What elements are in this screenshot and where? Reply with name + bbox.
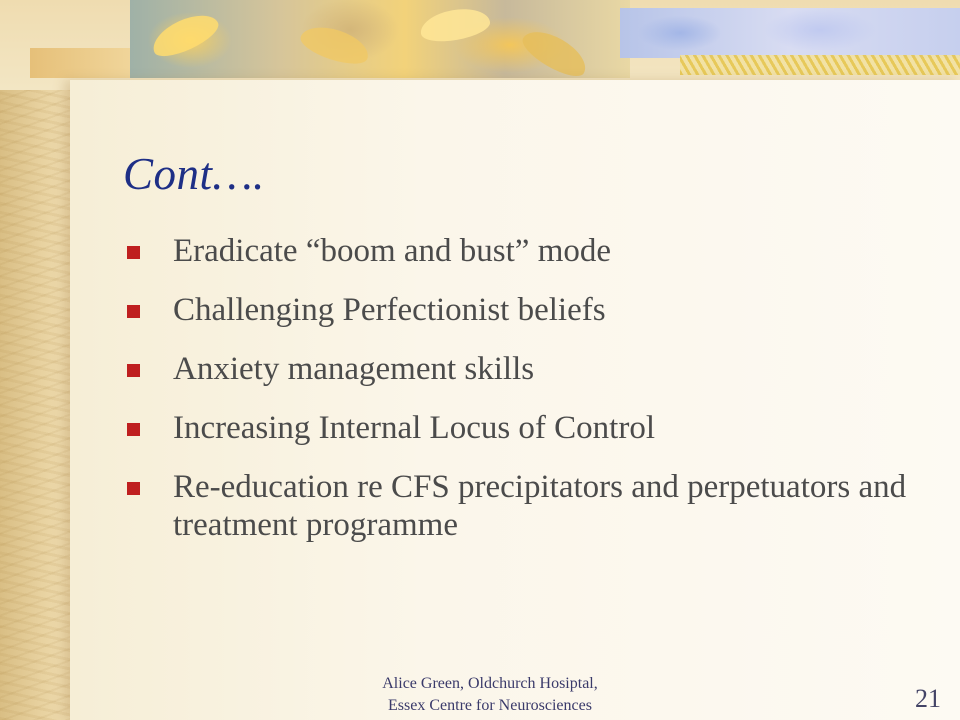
bullet-text: Re-education re CFS precipitators and perpetuators and treatment programme (173, 469, 907, 543)
bullet-item (123, 468, 923, 544)
bullet-square-icon (127, 482, 140, 495)
bullet-item (123, 409, 923, 447)
top-decorative-banner (0, 0, 960, 90)
banner-strip-yellow-pattern (680, 55, 960, 75)
bullet-item (123, 232, 923, 270)
bullet-square-icon (127, 364, 140, 377)
bullet-square-icon (127, 305, 140, 318)
bullet-list (123, 232, 923, 565)
slide-title: Cont…. (123, 149, 265, 199)
banner-strip-gold (30, 48, 140, 78)
bullet-text: Anxiety management skills (173, 351, 535, 387)
bullet-text: Eradicate “boom and bust” mode (173, 233, 612, 269)
footer-author: Alice Green, Oldchurch Hosiptal, (382, 675, 598, 692)
footer-organization: Essex Centre for Neurosciences (388, 697, 592, 714)
slide-footer (300, 673, 680, 717)
bullet-item (123, 350, 923, 388)
bullet-square-icon (127, 423, 140, 436)
bullet-text: Challenging Perfectionist beliefs (173, 292, 606, 328)
left-decorative-strip (0, 0, 70, 720)
bullet-item (123, 291, 923, 329)
bullet-text: Increasing Internal Locus of Control (173, 410, 656, 446)
bullet-square-icon (127, 246, 140, 259)
slide-number: 21 (915, 684, 941, 713)
banner-strip-blue (620, 8, 960, 58)
